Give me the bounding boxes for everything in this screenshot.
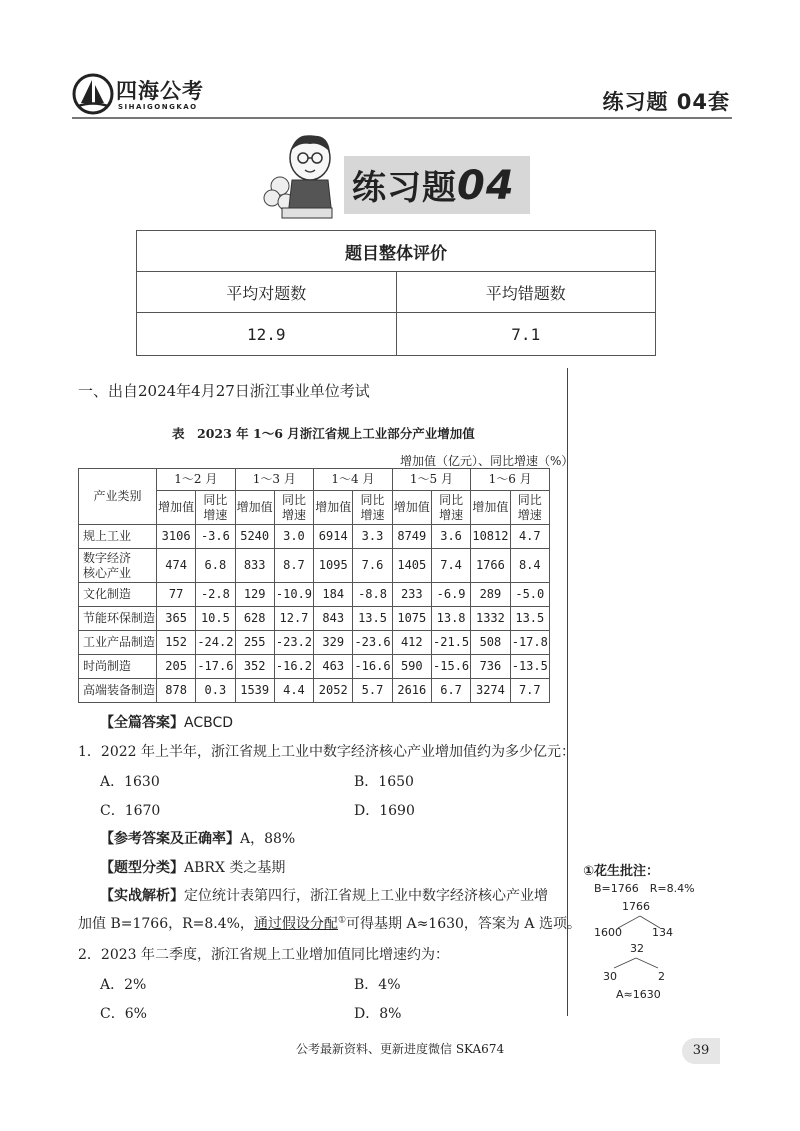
q2-option-d: D．8% [354,1006,402,1022]
table-unit-note: 增加值（亿元）、同比增速（%） [400,454,574,468]
q1-type-line [100,857,285,877]
value-cell: 412 [392,631,431,655]
all-answers [100,712,233,732]
q1-analysis-line-2 [78,913,581,933]
growth-cell: 8.7 [274,549,313,583]
value-cell: 289 [471,583,510,607]
side-note-title: ①花生批注： [583,864,660,879]
q2-option-b: B．4% [354,977,401,993]
side-note-30: 30 [603,970,617,983]
growth-cell: 13.5 [510,607,549,631]
value-subheader: 增加值 [157,491,196,525]
growth-subheader-line: 增速 [203,507,228,522]
growth-cell: -23.6 [353,631,392,655]
growth-cell: 13.5 [353,607,392,631]
value-cell: 8749 [392,525,431,549]
q1-option-d: D．1690 [354,803,415,819]
growth-cell: 6.7 [431,679,470,703]
growth-subheader-line: 增速 [517,507,542,522]
logo-chinese-name: 四海公考 [116,79,204,103]
industry-name [79,631,157,655]
avg-wrong-label: 平均错题数 [396,272,656,313]
value-cell: 1075 [392,607,431,631]
side-note-2: 2 [658,970,665,983]
value-cell: 329 [314,631,353,655]
q1-option-a: A．1630 [100,774,160,790]
q1-analysis-text-2a: 加值 B=1766，R=8.4%， [78,916,254,932]
industry-name-line: 文化制造 [83,587,132,601]
industry-name [79,655,157,679]
q1-analysis-line-1 [100,885,548,905]
growth-subheader-line: 同比 [360,492,385,507]
category-header: 产业类别 [79,469,157,525]
q1-analysis-label: 【实战解析】 [100,888,184,904]
avg-wrong-value: 7.1 [396,313,656,356]
period-header: 1～5 月 [392,469,471,491]
q1-answer-line [100,828,295,848]
footer-note: 公考最新资料、更新进度微信 SKA674 [296,1042,505,1056]
section-title: 一、出自2024年4月27日浙江事业单位考试 [78,382,370,400]
avg-correct-value: 12.9 [137,313,397,356]
growth-cell: -10.9 [274,583,313,607]
growth-cell: -16.2 [274,655,313,679]
side-note-134: 134 [652,926,673,939]
value-cell: 2052 [314,679,353,703]
value-cell: 3274 [471,679,510,703]
growth-cell: -5.0 [510,583,549,607]
growth-subheader-line: 增速 [439,507,464,522]
value-subheader: 增加值 [235,491,274,525]
growth-cell: -13.5 [510,655,549,679]
mascot-illustration [262,128,347,220]
value-cell: 1405 [392,549,431,583]
q1-option-b: B．1650 [354,774,414,790]
value-cell: 1332 [471,607,510,631]
value-cell: 255 [235,631,274,655]
value-cell: 352 [235,655,274,679]
q1-type-value: ABRX 类之基期 [184,860,286,876]
exercise-title-number: 04 [457,163,515,209]
industry-name-line: 核心产业 [83,565,132,580]
growth-cell: 12.7 [274,607,313,631]
page-number: 39 [682,1038,720,1064]
period-header: 1～3 月 [235,469,314,491]
growth-subheader [274,491,313,525]
growth-cell: -6.9 [431,583,470,607]
value-subheader: 增加值 [314,491,353,525]
q1-answer-label: 【参考答案及正确率】 [100,831,240,847]
value-cell: 1095 [314,549,353,583]
industry-name-line: 时尚制造 [83,659,132,673]
growth-cell: 7.4 [431,549,470,583]
growth-cell: -16.6 [353,655,392,679]
side-note-1600: 1600 [594,926,622,939]
growth-cell: 0.3 [196,679,235,703]
avg-correct-label: 平均对题数 [137,272,397,313]
industry-name [79,583,157,607]
logo-english-name: SIHAIGONGKAO [118,103,198,111]
value-cell: 205 [157,655,196,679]
value-cell: 129 [235,583,274,607]
all-answers-value: ACBCD [184,715,234,731]
value-subheader: 增加值 [392,491,431,525]
industry-name-line: 数字经济 [83,550,132,565]
table-row [79,583,550,607]
table-row [79,679,550,703]
growth-cell: 8.4 [510,549,549,583]
growth-cell: 7.6 [353,549,392,583]
question-2-stem: 2．2023 年二季度，浙江省规上工业增加值同比增速约为： [78,947,449,963]
period-header: 1～4 月 [314,469,393,491]
industry-name [79,549,157,583]
q1-analysis-underlined: 通过假设分配 [253,916,338,932]
value-cell: 628 [235,607,274,631]
side-note-result: A≈1630 [616,988,661,1001]
exercise-title-prefix: 练习题 [352,168,457,208]
industry-name-line: 规上工业 [83,529,132,543]
growth-cell: 6.8 [196,549,235,583]
value-cell: 878 [157,679,196,703]
growth-subheader-line: 同比 [517,492,542,507]
q1-option-c: C．1670 [100,803,161,819]
value-subheader: 增加值 [471,491,510,525]
growth-cell: -17.8 [510,631,549,655]
value-cell: 833 [235,549,274,583]
industry-name [79,679,157,703]
value-cell: 508 [471,631,510,655]
side-note-32: 32 [630,942,644,955]
growth-cell: -23.2 [274,631,313,655]
industry-name [79,525,157,549]
value-cell: 233 [392,583,431,607]
growth-cell: 3.0 [274,525,313,549]
industry-name-line: 工业产品制造 [83,635,156,649]
growth-cell: 5.7 [353,679,392,703]
growth-subheader-line: 同比 [281,492,306,507]
growth-subheader [196,491,235,525]
q2-option-a: A．2% [100,977,147,993]
growth-cell: 13.8 [431,607,470,631]
q1-analysis-text-2b: 可得基期 A≈1630，答案为 A 选项。 [346,916,581,932]
header-divider [72,117,732,119]
table-row [79,631,550,655]
period-header: 1～6 月 [471,469,550,491]
growth-subheader-line: 增速 [360,507,385,522]
value-cell: 474 [157,549,196,583]
table-row [79,549,550,583]
growth-cell: -24.2 [196,631,235,655]
q1-analysis-text-1: 定位统计表第四行，浙江省规上工业中数字经济核心产业增 [184,888,548,904]
value-cell: 152 [157,631,196,655]
value-cell: 5240 [235,525,274,549]
value-cell: 184 [314,583,353,607]
q2-option-c: C．6% [100,1006,147,1022]
value-cell: 10812 [471,525,510,549]
growth-subheader [510,491,549,525]
value-cell: 463 [314,655,353,679]
side-note-given: B=1766 R=8.4% [594,882,695,895]
sailboat-logo-icon [72,73,114,115]
brand-logo [72,73,262,119]
growth-cell: -8.8 [353,583,392,607]
table-caption: 表 2023 年 1～6 月浙江省规上工业部分产业增加值 [172,426,475,441]
growth-subheader-line: 增速 [281,507,306,522]
growth-subheader-line: 同比 [439,492,464,507]
growth-cell: 10.5 [196,607,235,631]
value-cell: 843 [314,607,353,631]
growth-subheader-line: 同比 [203,492,228,507]
question-1-stem: 1．2022 年上半年，浙江省规上工业中数字经济核心产业增加值约为多少亿元： [78,744,575,760]
growth-cell: 4.4 [274,679,313,703]
q1-answer-value: A，88% [240,831,296,847]
value-cell: 3106 [157,525,196,549]
value-cell: 2616 [392,679,431,703]
industry-name-line: 节能环保制造 [83,611,156,625]
value-cell: 6914 [314,525,353,549]
evaluation-table [136,230,656,356]
value-cell: 736 [471,655,510,679]
q1-type-label: 【题型分类】 [100,860,184,876]
side-note-1766: 1766 [622,900,650,913]
growth-cell: -3.6 [196,525,235,549]
value-cell: 365 [157,607,196,631]
period-header: 1～2 月 [157,469,236,491]
growth-subheader [353,491,392,525]
growth-subheader [431,491,470,525]
table-row [79,607,550,631]
value-cell: 1766 [471,549,510,583]
growth-cell: 4.7 [510,525,549,549]
all-answers-label: 【全篇答案】 [100,715,184,731]
growth-cell: -15.6 [431,655,470,679]
data-table-body [79,525,550,703]
exercise-title [352,160,515,209]
table-row [79,525,550,549]
set-label: 练习题 04套 [602,90,730,114]
value-cell: 590 [392,655,431,679]
evaluation-title: 题目整体评价 [137,231,656,272]
industry-name [79,607,157,631]
industry-name-line: 高端装备制造 [83,683,156,697]
growth-cell: -2.8 [196,583,235,607]
industry-data-table [78,468,550,703]
table-row [79,655,550,679]
value-cell: 1539 [235,679,274,703]
growth-cell: 7.7 [510,679,549,703]
footnote-marker: ① [337,915,347,926]
growth-cell: -21.5 [431,631,470,655]
growth-cell: 3.6 [431,525,470,549]
growth-cell: -17.6 [196,655,235,679]
value-cell: 77 [157,583,196,607]
growth-cell: 3.3 [353,525,392,549]
